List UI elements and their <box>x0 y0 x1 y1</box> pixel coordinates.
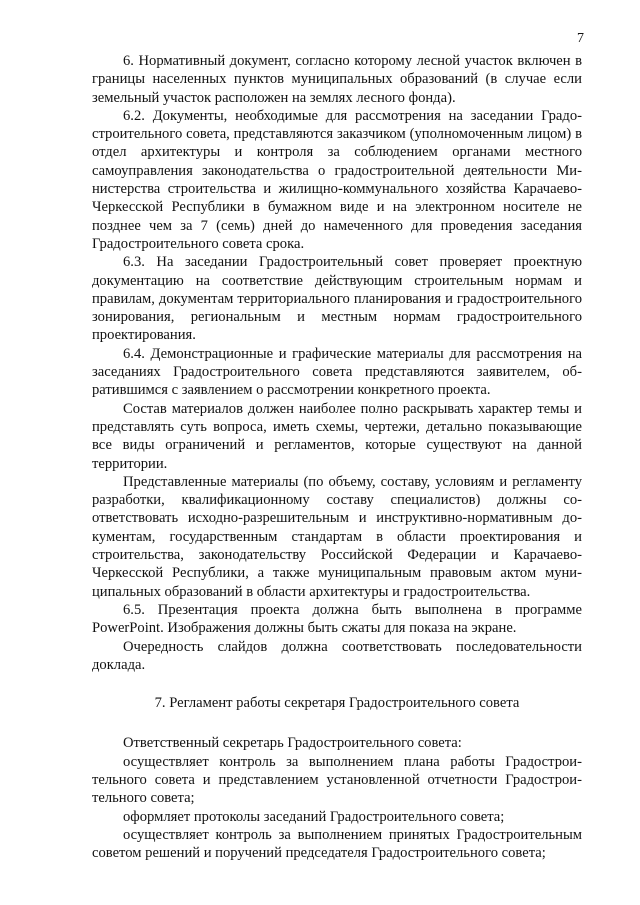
page-number: 7 <box>577 31 584 46</box>
paragraph-secretary-duty-3: осуществляет контроль за выполнением принятых Градостроительным советом решений и поручений председателя Градостроительного совета; <box>92 826 582 862</box>
paragraph-slides-order: Очередность слайдов должна соответствовать последовательности доклада. <box>92 638 582 673</box>
paragraph-secretary-intro: Ответственный секретарь Градостроительного совета: <box>123 735 462 752</box>
paragraph-6-2: 6.2. Документы, необходимые для рассмотрения на заседании Градостроительного совета, представляются заказчиком (уполномоченным лицом) в отдел архитектуры и контроля за соблюдением органами местного самоуправления законодательства о градостроительной деятельности Министерства строительства и жилищно-коммунального хозяйства Карачаево-Черкесской Республики в бумажном виде и на электронном носителе не позднее чем за 7 (семь) дней до намеченного для проведения заседания Градостроительного совета срока. <box>92 107 582 252</box>
paragraph-6-1: 6. Нормативный документ, согласно которому лесной участок включен в границы населенных пунктов муниципальных образований (в случае если земельный участок расположен на землях лесного фонда). <box>92 53 582 106</box>
paragraph-materials-requirements: Представленные материалы (по объему, составу, условиям и регламенту разработки, квалификационному составу специалистов) должны соответствовать исходно-разрешительным и инструктивно-нормативным документам, государственным стандартам в области проектирования и строительства, законодательству Российской Федерации и Карачаево-Черкесской Республики, а также муниципальным правовым актом муниципальных образований в области архитектуры и градостроительства. <box>92 473 582 600</box>
paragraph-secretary-duty-1: осуществляет контроль за выполнением плана работы Градостроительного совета и представлением установленной отчетности Градостроительного совета; <box>92 753 582 807</box>
paragraph-6-3: 6.3. На заседании Градостроительный совет проверяет проектную документацию на соответствие действующим строительным нормам и правилам, документам территориального планирования и градостроительного зонирования, региональным и местным нормам градостроительного проектирования. <box>92 254 582 344</box>
document-body <box>92 52 582 862</box>
paragraph-6-5: 6.5. Презентация проекта должна быть выполнена в программе PowerPoint. Изображения должны быть сжаты для показа на экране. <box>92 601 582 637</box>
paragraph-secretary-duty-2: оформляет протоколы заседаний Градостроительного совета; <box>123 808 505 825</box>
paragraph-materials-composition: Состав материалов должен наиболее полно раскрывать характер темы и представлять суть вопроса, иметь схемы, чертежи, детально показывающие все виды ограничений и регламентов, которые существуют на данной территории. <box>92 400 582 472</box>
paragraph-6-4: 6.4. Демонстрационные и графические материалы для рассмотрения на заседаниях Градостроительного совета представляются заявителем, обратившимся с заявлением о рассмотрении конкретного проекта. <box>92 345 582 399</box>
section-heading-7: 7. Регламент работы секретаря Градостроительного совета <box>154 695 520 712</box>
